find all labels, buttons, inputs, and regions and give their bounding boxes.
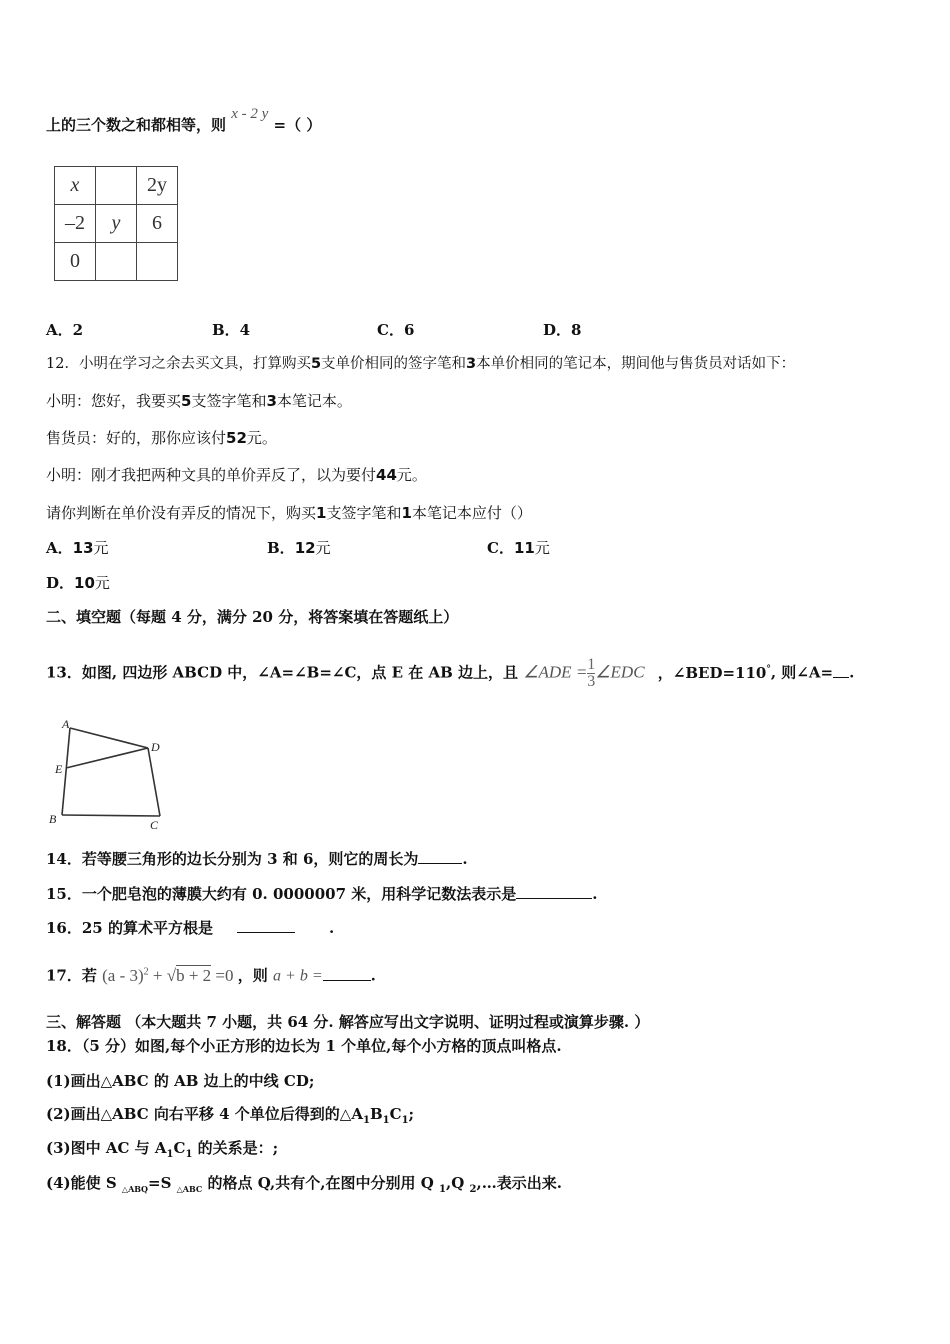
q17-expression-2: a + b =: [273, 967, 323, 985]
q15-text: .: [592, 885, 598, 903]
q18-text: 的格点 Q,共有个,在图中分别用 Q: [202, 1174, 440, 1192]
q18-part-4: [46, 1173, 562, 1200]
q18-text: (3)图中 AC 与 A: [46, 1139, 167, 1157]
q18-subscript: 2: [469, 1184, 477, 1195]
grid-cell: [96, 167, 137, 205]
q12-text: 12．小明在学习之余去买文具，打算购买: [46, 356, 311, 372]
q11-stem: 上的三个数之和都相等，则: [46, 116, 227, 134]
q12-text: 本单价相同的笔记本，期间他与售货员对话如下：: [476, 356, 796, 372]
q14-answer-blank[interactable]: [418, 863, 462, 864]
q12-number: 1: [316, 504, 327, 522]
q17-equals-zero: =0: [215, 965, 234, 985]
q12-number: 5: [181, 392, 192, 410]
q18-subscript: 1: [401, 1115, 409, 1126]
q12-text: 本笔记本。: [276, 392, 352, 410]
grid-cell: y: [96, 205, 137, 243]
q18-text: C: [389, 1105, 402, 1123]
q13-answer-blank[interactable]: [833, 677, 849, 678]
q12-line-5: [46, 503, 532, 523]
q18-subscript: 1: [382, 1115, 390, 1126]
q13-math-lhs: ∠ADE =: [523, 662, 588, 682]
q17-answer-blank[interactable]: [323, 980, 371, 981]
option-number: 11: [513, 539, 535, 557]
option-unit: 元: [93, 539, 109, 557]
q16-line: [46, 918, 334, 938]
q17-exponent: 2: [143, 966, 149, 977]
q11-option-b[interactable]: B．4: [212, 321, 251, 339]
q12-number: 44: [376, 466, 397, 484]
q12-text: 元。: [396, 466, 427, 484]
label-c: C: [150, 818, 159, 832]
q12-line-3: [46, 428, 277, 448]
edge-ad: [70, 728, 148, 748]
q12-text: 请你判断在单价没有弄反的情况下，购买: [46, 504, 317, 522]
q18-subscript: 1: [439, 1184, 446, 1195]
q16-text: 16．25 的算术平方根是: [46, 919, 213, 937]
q12-line-2: [46, 391, 352, 411]
q14-line: [46, 849, 468, 869]
q18-text: ;: [408, 1105, 415, 1123]
q11-stem-line: [46, 106, 322, 136]
fraction-denominator: 3: [587, 673, 596, 690]
label-b: B: [49, 812, 57, 826]
label-a: A: [62, 717, 70, 731]
q13-degree: °: [766, 664, 771, 675]
grid-cell: 6: [137, 205, 178, 243]
option-number: 12: [294, 539, 316, 557]
q12-text: 支单价相同的签字笔和: [321, 356, 467, 372]
option-unit: 元: [94, 574, 110, 592]
q18-text: 的关系是：;: [192, 1139, 279, 1157]
q11-option-a[interactable]: A．2: [46, 321, 84, 339]
option-letter: B．: [267, 539, 295, 557]
q18-subscript: 1: [185, 1149, 193, 1160]
q16-text: .: [328, 919, 335, 937]
q15-line: [46, 884, 598, 904]
q18-text: B: [369, 1105, 383, 1123]
grid-cell: –2: [55, 205, 96, 243]
q18-part-1: (1)画出△ABC 的 AB 边上的中线 CD;: [46, 1072, 315, 1090]
q11-expression: x - 2 y: [231, 106, 269, 122]
edge-cb: [62, 815, 160, 816]
q18-text: ,…表示出来.: [476, 1174, 562, 1192]
q12-number: 1: [401, 504, 412, 522]
q13-text: , 则∠A=: [770, 663, 834, 682]
q13-line: [46, 657, 854, 690]
q18-subscript: △ABC: [176, 1184, 203, 1194]
option-letter: D．: [46, 574, 75, 592]
q11-option-c[interactable]: C．6: [377, 321, 415, 339]
q12-text: 小明：您好，我要买: [46, 392, 182, 410]
option-unit: 元: [315, 539, 331, 557]
q13-text: 13．如图, 四边形 ABCD 中，∠A=∠B=∠C，点 E 在 AB 边上，且: [46, 663, 519, 682]
q18-text: ,Q: [445, 1174, 470, 1192]
q12-line-1: [46, 354, 795, 374]
q12-text: 支签字笔和: [191, 392, 267, 410]
q12-number: 5: [310, 356, 322, 372]
grid-cell: 0: [55, 243, 96, 281]
q18-text: (2)画出△ABC 向右平移 4 个单位后得到的△A: [46, 1105, 363, 1123]
q12-text: 小明：刚才我把两种文具的单价弄反了，以为要付: [46, 466, 377, 484]
q18-text: C: [173, 1139, 186, 1157]
q14-text: .: [462, 850, 468, 868]
q11-suffix: =（ ）: [273, 116, 322, 134]
q17-sqrt-symbol: √: [166, 965, 177, 985]
q16-answer-blank[interactable]: [237, 932, 295, 933]
q18-subscript: 1: [166, 1149, 174, 1160]
q17-plus: +: [152, 965, 163, 985]
q12-text: 售货员：好的，那你应该付: [46, 429, 227, 447]
section-2-heading: 二、填空题（每题 4 分，满分 20 分，将答案填在答题纸上）: [46, 608, 459, 626]
q12-number: 3: [466, 356, 477, 372]
section-3-heading: 三、解答题 （本大题共 7 小题，共 64 分. 解答应写出文字说明、证明过程或演算步骤. ）: [46, 1013, 650, 1031]
q18-stem: 18．（5 分）如图,每个小正方形的边长为 1 个单位,每个小方格的顶点叫格点.: [46, 1037, 562, 1055]
q12-text: 元。: [246, 429, 277, 447]
q17-sqrt-content: b + 2: [176, 965, 212, 985]
q17-text: ，则: [237, 966, 268, 985]
q13-quadrilateral-figure: [44, 716, 174, 836]
q18-part-2: [46, 1104, 414, 1131]
q13-text: .: [849, 663, 855, 682]
label-d: D: [151, 740, 160, 754]
q17-expression: [102, 966, 238, 985]
q17-line: [46, 962, 376, 987]
q11-option-d[interactable]: D．8: [543, 321, 582, 339]
option-letter: A．: [46, 539, 73, 557]
q18-text: =S: [148, 1174, 177, 1192]
label-e: E: [55, 762, 63, 776]
q12-text: 支签字笔和: [326, 504, 402, 522]
q12-number: 52: [226, 429, 247, 447]
grid-cell: [137, 243, 178, 281]
option-unit: 元: [534, 539, 550, 557]
grid-cell: x: [55, 167, 96, 205]
q18-subscript: 1: [362, 1115, 370, 1126]
q12-text: 本笔记本应付（）: [411, 504, 532, 522]
q15-text: 15．一个肥皂泡的薄膜大约有 0. 0000007 米，用科学记数法表示是: [46, 885, 517, 903]
q12-option-b[interactable]: [267, 538, 331, 558]
q17-text: 17．若: [46, 966, 97, 985]
q17-text: .: [370, 966, 376, 985]
q18-part-3: [46, 1138, 278, 1165]
q18-text: (4)能使 S: [46, 1174, 122, 1192]
edge-ed: [66, 748, 148, 768]
q17-expr-squared-base: (a - 3): [102, 965, 144, 985]
fraction-numerator: 1: [587, 656, 596, 673]
edge-dc: [148, 748, 160, 816]
option-number: 10: [74, 574, 95, 592]
grid-cell: 2y: [137, 167, 178, 205]
q13-text: ，∠BED=110: [657, 663, 767, 682]
grid-cell: [96, 243, 137, 281]
q12-line-4: [46, 465, 427, 485]
q12-option-d[interactable]: [46, 573, 110, 593]
q12-option-c[interactable]: [487, 538, 550, 558]
q11-number-grid: [54, 166, 178, 281]
edge-ba: [62, 728, 70, 815]
option-letter: C．: [487, 539, 514, 557]
q12-option-a[interactable]: [46, 538, 109, 558]
q13-math-rhs: ∠EDC: [595, 662, 645, 682]
q18-subscript: △ABQ: [121, 1184, 149, 1194]
option-number: 13: [72, 539, 94, 557]
q15-answer-blank[interactable]: [516, 898, 592, 899]
q12-number: 3: [266, 392, 277, 410]
q14-text: 14．若等腰三角形的边长分别为 3 和 6，则它的周长为: [46, 850, 419, 868]
